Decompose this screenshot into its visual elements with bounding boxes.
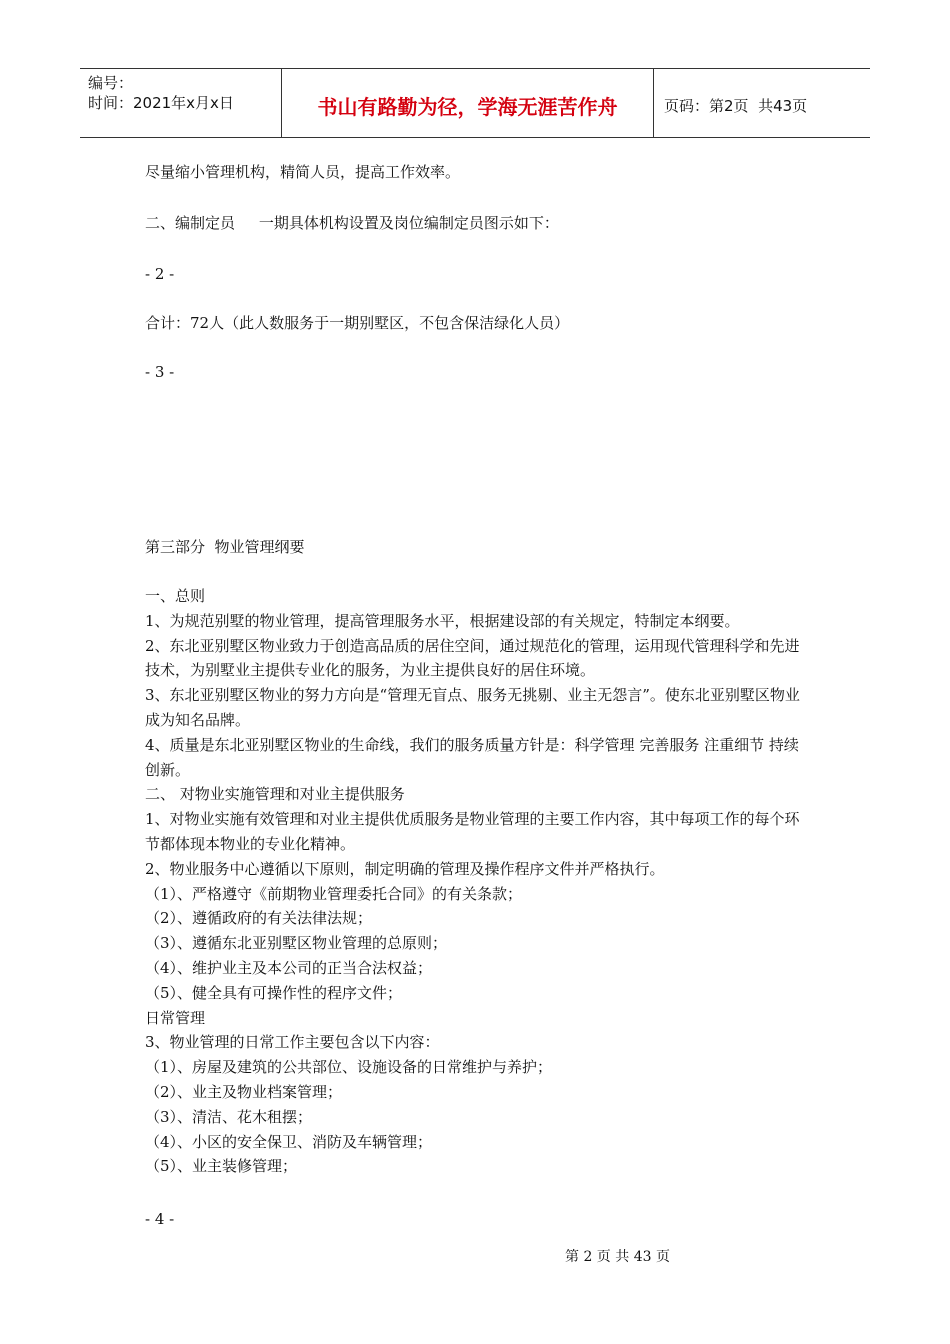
paragraph: （5）、健全具有可操作性的程序文件； — [145, 983, 403, 1002]
body-text — [145, 584, 813, 1179]
text-line: 尽量缩小管理机构，精简人员，提高工作效率。 — [145, 163, 461, 181]
paragraph: （4）、维护业主及本公司的正当合法权益； — [145, 958, 433, 977]
paragraph: （2）、业主及物业档案管理； — [145, 1082, 343, 1101]
paragraph: （1）、房屋及建筑的公共部位、设施设备的日常维护与养护； — [145, 1058, 553, 1077]
header-meta — [80, 69, 282, 137]
paragraph: 一、总则 — [145, 587, 206, 605]
page-marker: - 3 - — [145, 363, 175, 381]
paragraph: （3）、遵循东北亚别墅区物业管理的总原则； — [145, 934, 448, 953]
paragraph: 1、为规范别墅的物业管理，提高管理服务水平，根据建设部的有关规定，特制定本纲要。 — [145, 611, 740, 630]
time-label: 时间：2021年x月x日 — [88, 94, 234, 112]
paragraph: 4、质量是东北亚别墅区物业的生命线，我们的服务质量方针是：科学管理 完善服务 注重细节 持续创新。 — [145, 735, 799, 779]
page-marker: - 4 - — [145, 1210, 175, 1228]
paragraph: 1、对物业实施有效管理和对业主提供优质服务是物业管理的主要工作内容，其中每项工作的每个环节都体现本物业的专业化精神。 — [145, 810, 800, 853]
page-marker: - 2 - — [145, 265, 175, 283]
header-page-info — [654, 69, 870, 137]
paragraph: 二、 对物业实施管理和对业主提供服务 — [145, 785, 405, 804]
paragraph: （1）、严格遵守《前期物业管理委托合同》的有关条款； — [145, 884, 523, 903]
paragraph: 2、东北亚别墅区物业致力于创造高品质的居住空间，通过规范化的管理，运用现代管理科学和先进技术，为别墅业主提供专业化的服务，为业主提供良好的居住环境。 — [145, 636, 800, 680]
page-info-text: 页码：第2页 共43页 — [664, 96, 808, 115]
paragraph: （3）、清洁、花木租摆； — [145, 1107, 313, 1126]
page-header — [80, 68, 870, 138]
paragraph: 3、东北亚别墅区物业的努力方向是“管理无盲点、服务无挑剔、业主无怨言”。使东北亚别墅区物业成为知名品牌。 — [145, 686, 800, 729]
paragraph: 2、物业服务中心遵循以下原则，制定明确的管理及操作程序文件并严格执行。 — [145, 859, 665, 878]
section-heading: 二、编制定员 一期具体机构设置及岗位编制定员图示如下： — [145, 214, 559, 232]
part-heading: 第三部分 物业管理纲要 — [145, 538, 305, 556]
paragraph: 日常管理 — [145, 1008, 206, 1027]
paragraph: 3、物业管理的日常工作主要包含以下内容： — [145, 1033, 440, 1052]
header-motto: 书山有路勤为径，学海无涯苦作舟 — [282, 69, 654, 137]
page-footer: 第 2 页 共 43 页 — [565, 1249, 670, 1265]
paragraph: （2）、遵循政府的有关法律法规； — [145, 909, 373, 928]
total-line: 合计：72人（此人数服务于一期别墅区，不包含保洁绿化人员） — [145, 314, 570, 332]
code-label: 编号： — [88, 74, 134, 92]
paragraph: （5）、业主装修管理； — [145, 1157, 298, 1176]
paragraph: （4）、小区的安全保卫、消防及车辆管理； — [145, 1132, 433, 1151]
